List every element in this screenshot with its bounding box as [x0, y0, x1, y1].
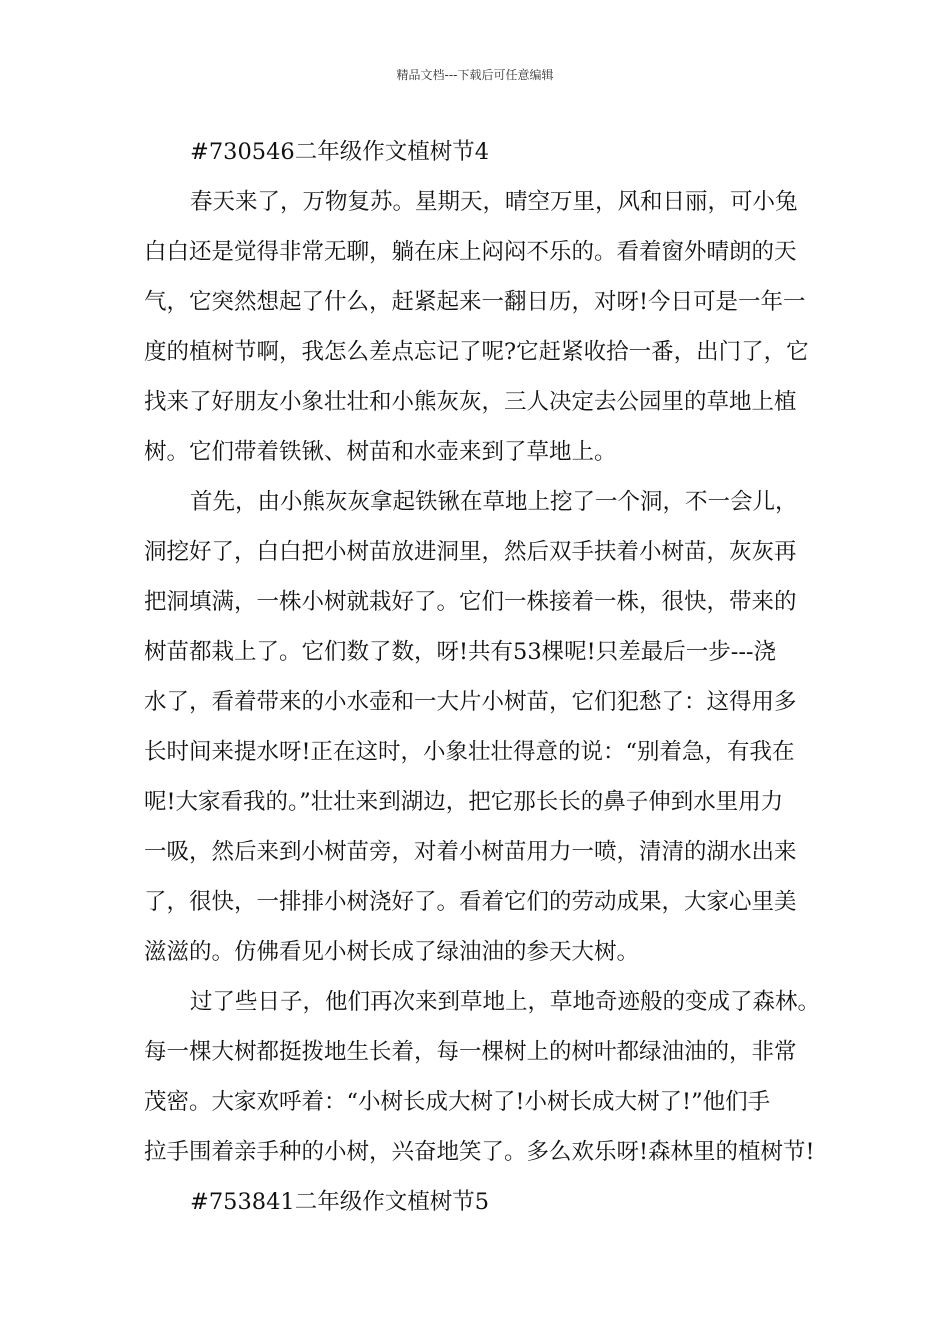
paragraph-line: 气，它突然想起了什么，赶紧起来一翻日历，对呀!今日可是一年一: [144, 289, 806, 315]
paragraph-line: 过了些日子，他们再次来到草地上，草地奇迹般的变成了森林。: [190, 989, 821, 1015]
paragraph-line: 一吸，然后来到小树苗旁，对着小树苗用力一喷，清清的湖水出来: [144, 839, 797, 865]
paragraph-line: 春天来了，万物复苏。星期天，晴空万里，风和日丽，可小兔: [190, 189, 798, 215]
paragraph-line: 树。它们带着铁锹、树苗和水壶来到了草地上。: [144, 439, 617, 465]
page-header: 精品文档---下载后可任意编辑: [396, 68, 554, 82]
paragraph-line: 洞挖好了，白白把小树苗放进洞里，然后双手扶着小树苗，灰灰再: [144, 539, 797, 565]
paragraph-line: 呢!大家看我的。”壮壮来到湖边，把它那长长的鼻子伸到水里用力: [144, 789, 784, 815]
paragraph-line: 了，很快，一排排小树浇好了。看着它们的劳动成果，大家心里美: [144, 889, 797, 915]
paragraph-line: 度的植树节啊，我怎么差点忘记了呢?它赶紧收拾一番，出门了，它: [144, 339, 809, 365]
paragraph-line: 找来了好朋友小象壮壮和小熊灰灰，三人决定去公园里的草地上植: [144, 389, 797, 415]
essay-heading: #730546二年级作文植树节4: [190, 139, 490, 165]
paragraph-line: 水了，看着带来的小水壶和一大片小树苗，它们犯愁了：这得用多: [144, 689, 797, 715]
paragraph-line: 首先，由小熊灰灰拿起铁锹在草地上挖了一个洞，不一会儿，: [190, 489, 798, 515]
paragraph-line: 滋滋的。仿佛看见小树长成了绿油油的参天大树。: [144, 939, 640, 965]
paragraph-line: 树苗都栽上了。它们数了数，呀!共有53棵呢!只差最后一步---浇: [144, 639, 777, 665]
essay-heading: #753841二年级作文植树节5: [190, 1189, 490, 1215]
paragraph-line: 白白还是觉得非常无聊，躺在床上闷闷不乐的。看着窗外晴朗的天: [144, 239, 797, 265]
paragraph-line: 把洞填满，一株小树就栽好了。它们一株接着一株，很快，带来的: [144, 589, 797, 615]
paragraph-line: 茂密。大家欢呼着：“小树长成大树了!小树长成大树了!”他们手: [144, 1089, 771, 1115]
paragraph-line: 每一棵大树都挺拨地生长着，每一棵树上的树叶都绿油油的，非常: [144, 1039, 797, 1065]
paragraph-line: 拉手围着亲手种的小树，兴奋地笑了。多么欢乐呀!森林里的植树节!: [144, 1139, 815, 1165]
paragraph-line: 长时间来提水呀!正在这时，小象壮壮得意的说：“别着急，有我在: [144, 739, 795, 765]
